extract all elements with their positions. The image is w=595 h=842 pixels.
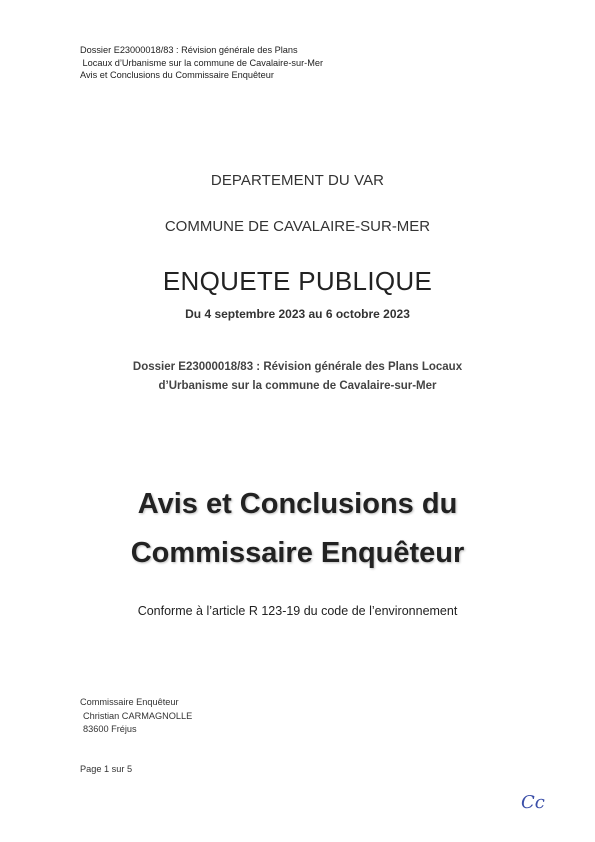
signature-role: Commissaire Enquêteur	[80, 697, 179, 707]
header-line-3: Avis et Conclusions du Commissaire Enquêteur	[80, 70, 274, 80]
report-title-line-1: Avis et Conclusions du	[137, 488, 458, 520]
department-heading: DEPARTEMENT DU VAR	[210, 172, 385, 189]
header-line-1: Dossier E23000018/83 : Révision générale des Plans	[80, 45, 298, 55]
signature-address: 83600 Fréjus	[83, 724, 137, 734]
signature-block	[80, 696, 192, 737]
handwritten-initials: Cc	[521, 792, 545, 813]
running-header	[80, 44, 323, 82]
dossier-line-1: Dossier E23000018/83 : Révision générale des Plans Locaux	[132, 361, 463, 373]
report-title	[0, 480, 595, 578]
document-title: ENQUETE PUBLIQUE	[162, 266, 433, 296]
dossier-reference	[0, 358, 595, 396]
page-number: Page 1 sur 5	[80, 764, 133, 774]
signature-name: Christian CARMAGNOLLE	[83, 710, 193, 721]
commune-heading: COMMUNE DE CAVALAIRE-SUR-MER	[164, 218, 431, 235]
header-line-2: Locaux d’Urbanisme sur la commune de Cavalaire-sur-Mer	[80, 57, 324, 68]
inquiry-dates: Du 4 septembre 2023 au 6 octobre 2023	[185, 307, 410, 321]
report-title-line-2: Commissaire Enquêteur	[130, 537, 465, 569]
dossier-line-2: d’Urbanisme sur la commune de Cavalaire-sur-Mer	[158, 380, 437, 392]
legal-reference: Conforme à l’article R 123-19 du code de l’environnement	[137, 604, 458, 618]
